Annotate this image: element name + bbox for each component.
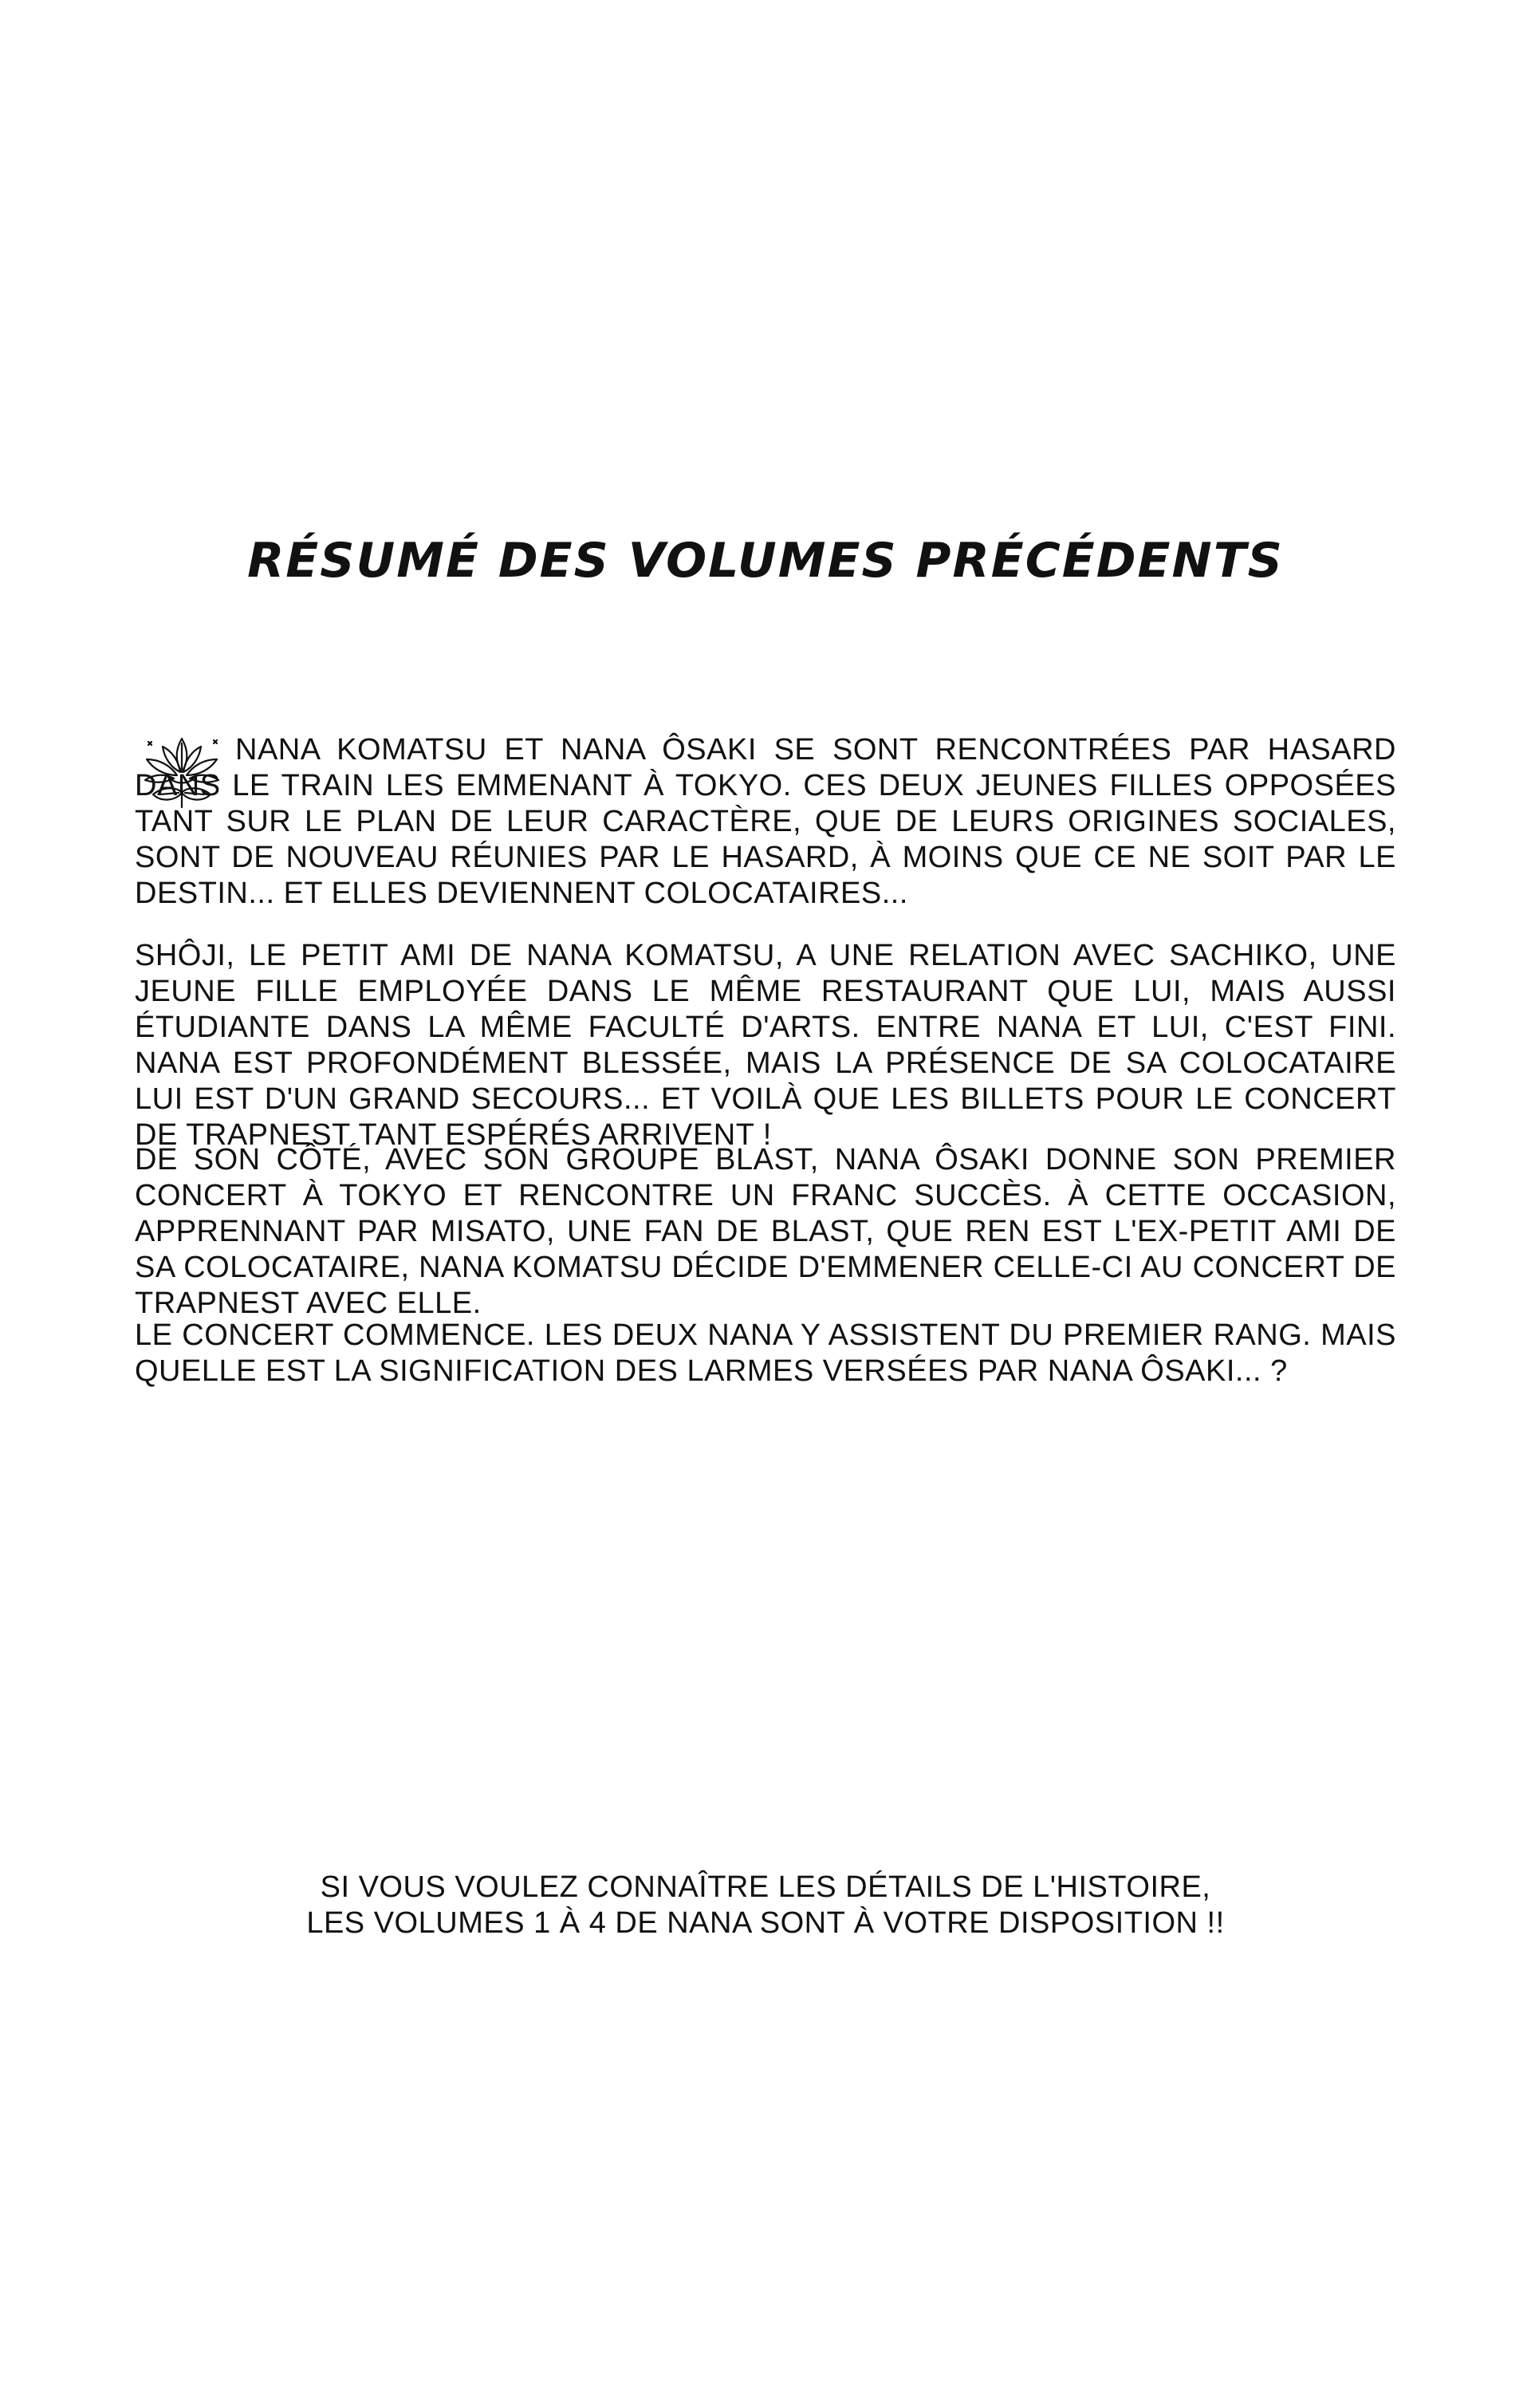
summary-paragraph-3: DE SON CÔTÉ, AVEC SON GROUPE BLAST, NANA ÔSAKI DONNE SON PREMIER CONCERT À TOKYO ET RENCONTRE UN FRANC SUCCÈS. À CETTE OCCASION, APPRENNANT PAR MISATO, UNE FAN DE BLAST, QUE REN EST L'EX-PETIT AMI DE SA COLOCATAIRE, NANA KOMATSU DÉCIDE D'EMMENER CELLE-CI AU CONCERT DE TRAPNEST AVEC ELLE. <box>135 1143 1396 1320</box>
footer-line-2: LES VOLUMES 1 À 4 DE NANA SONT À VOTRE DISPOSITION !! <box>306 1906 1225 1940</box>
summary-paragraph-2: SHÔJI, LE PETIT AMI DE NANA KOMATSU, A UNE RELATION AVEC SACHIKO, UNE JEUNE FILLE EMPLOYÉE DANS LE MÊME RESTAURANT QUE LUI, MAIS AUSSI ÉTUDIANTE DANS LA MÊME FACULTÉ D'ARTS. ENTRE NANA ET LUI, C'EST FINI. NANA EST PROFONDÉMENT BLESSÉE, MAIS LA PRÉSENCE DE SA COLOCATAIRE LUI EST D'UN GRAND SECOURS... ET VOILÀ QUE LES BILLETS POUR LE CONCERT DE TRAPNEST TANT ESPÉRÉS ARRIVENT ! <box>135 939 1396 1152</box>
footer-line-1: SI VOUS VOULEZ CONNAÎTRE LES DÉTAILS DE L'HISTOIRE, <box>320 1870 1211 1904</box>
summary-paragraph-1: NANA KOMATSU ET NANA ÔSAKI SE SONT RENCONTRÉES PAR HASARD DANS LE TRAIN LES EMMENANT À TOKYO. CES DEUX JEUNES FILLES OPPOSÉES TANT SUR LE PLAN DE LEUR CARACTÈRE, QUE DE LEURS ORIGINES SOCIALES, SONT DE NOUVEAU RÉUNIES PAR LE HASARD, À MOINS QUE CE NE SOIT PAR LE DESTIN... ET ELLES DEVIENNENT COLOCATAIRES... <box>135 733 1396 910</box>
page-title: RÉSUMÉ DES VOLUMES PRÉCÉDENTS <box>247 533 1284 589</box>
summary-paragraph-4: LE CONCERT COMMENCE. LES DEUX NANA Y ASSISTENT DU PREMIER RANG. MAIS QUELLE EST LA SIGNIFICATION DES LARMES VERSÉES PAR NANA ÔSAKI... ? <box>135 1318 1396 1388</box>
footer-note <box>0 1870 1531 1941</box>
